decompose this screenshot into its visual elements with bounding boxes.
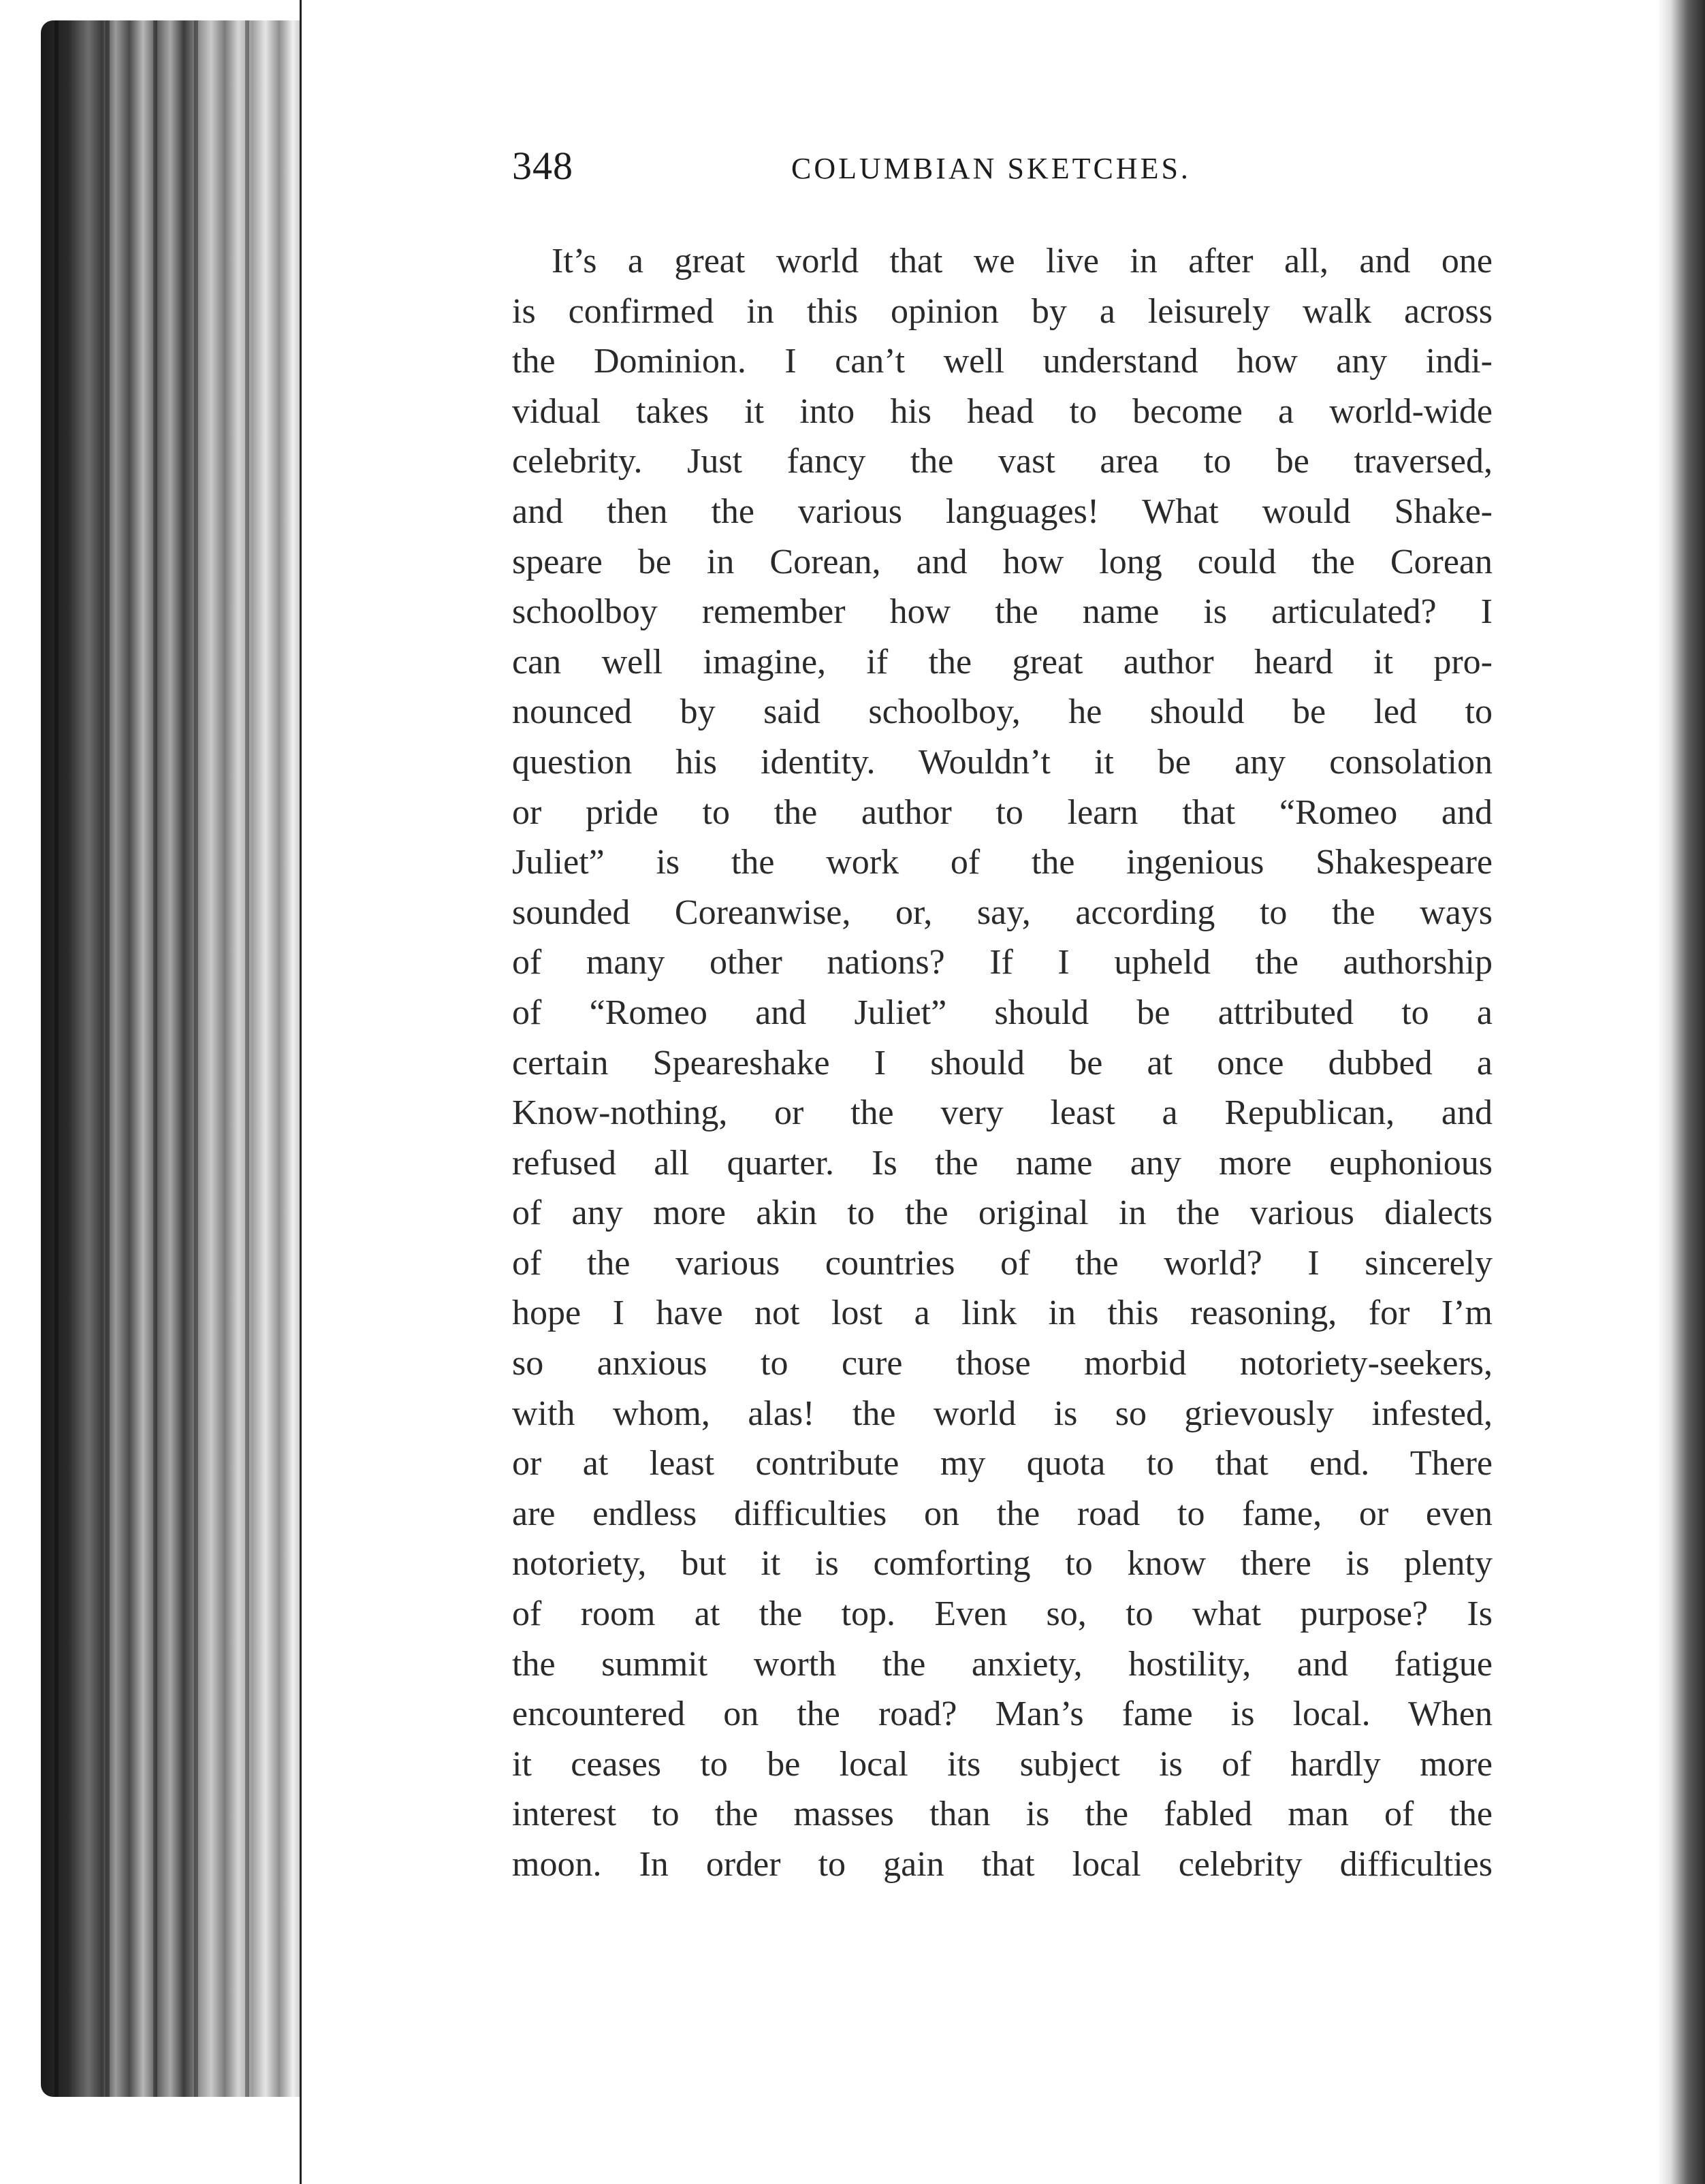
text-line: so anxious to cure those morbid notoriety-seekers, bbox=[512, 1344, 1493, 1383]
page-edge-line bbox=[106, 20, 110, 2097]
text-line: it ceases to be local its subject is of hardly more bbox=[512, 1744, 1493, 1784]
text-line: the summit worth the anxiety, hostility, and fatigue bbox=[512, 1644, 1493, 1684]
page-edge-line bbox=[54, 20, 59, 2097]
page-edge-line bbox=[245, 20, 249, 2097]
text-line: hope I have not lost a link in this reasoning, for I’m bbox=[512, 1294, 1493, 1333]
text-line: celebrity. Just fancy the vast area to be traversed, bbox=[512, 442, 1493, 481]
text-line: of room at the top. Even so, to what purpose? Is bbox=[512, 1594, 1493, 1634]
text-line: the Dominion. I can’t well understand how any indi- bbox=[512, 342, 1493, 381]
text-line: sounded Coreanwise, or, say, according to the ways bbox=[512, 893, 1493, 932]
text-line: of “Romeo and Juliet” should be attributed to a bbox=[512, 993, 1493, 1032]
body-text bbox=[512, 236, 1493, 1890]
text-line: of the various countries of the world? I sincerely bbox=[512, 1243, 1493, 1283]
text-line: and then the various languages! What would Shake- bbox=[512, 492, 1493, 531]
text-line: can well imagine, if the great author heard it pro- bbox=[512, 642, 1493, 681]
text-line: moon. In order to gain that local celebrity difficulties bbox=[512, 1845, 1493, 1884]
text-line: encountered on the road? Man’s fame is local. When bbox=[512, 1695, 1493, 1734]
book-page-edges bbox=[41, 20, 313, 2097]
text-line: of any more akin to the original in the various dialects bbox=[512, 1193, 1493, 1233]
text-line: speare be in Corean, and how long could the Corean bbox=[512, 542, 1493, 581]
text-line: of many other nations? If I upheld the authorship bbox=[512, 943, 1493, 982]
text-line: or at least contribute my quota to that end. There bbox=[512, 1444, 1493, 1483]
text-line: interest to the masses than is the fabled man of the bbox=[512, 1795, 1493, 1834]
page-edge-line bbox=[153, 20, 157, 2097]
page-edge-line bbox=[194, 20, 198, 2097]
page-header bbox=[512, 143, 1493, 191]
text-line: refused all quarter. Is the name any more euphonious bbox=[512, 1143, 1493, 1183]
binding-shadow bbox=[1657, 0, 1705, 2184]
text-line: question his identity. Wouldn’t it be any consolation bbox=[512, 742, 1493, 782]
text-line: Know-nothing, or the very least a Republican, and bbox=[512, 1093, 1493, 1133]
text-line: certain Speareshake I should be at once dubbed a bbox=[512, 1043, 1493, 1082]
text-line: nounced by said schoolboy, he should be led to bbox=[512, 692, 1493, 732]
text-line: Juliet” is the work of the ingenious Shakespeare bbox=[512, 843, 1493, 882]
page-number: 348 bbox=[512, 144, 573, 188]
text-line: notoriety, but it is comforting to know there is plenty bbox=[512, 1544, 1493, 1584]
text-line: schoolboy remember how the name is articulated? I bbox=[512, 592, 1493, 632]
text-line: vidual takes it into his head to become a world-wide bbox=[512, 391, 1493, 431]
text-line: are endless difficulties on the road to fame, or even bbox=[512, 1494, 1493, 1533]
scan-margin bbox=[0, 0, 41, 2184]
text-line: with whom, alas! the world is so grievously infested, bbox=[512, 1394, 1493, 1433]
text-line: is confirmed in this opinion by a leisurely walk across bbox=[512, 291, 1493, 331]
running-head: COLUMBIAN SKETCHES. bbox=[791, 152, 1191, 185]
text-line: or pride to the author to learn that “Romeo and bbox=[512, 792, 1493, 832]
text-line: It’s a great world that we live in after all, and one bbox=[552, 242, 1493, 280]
